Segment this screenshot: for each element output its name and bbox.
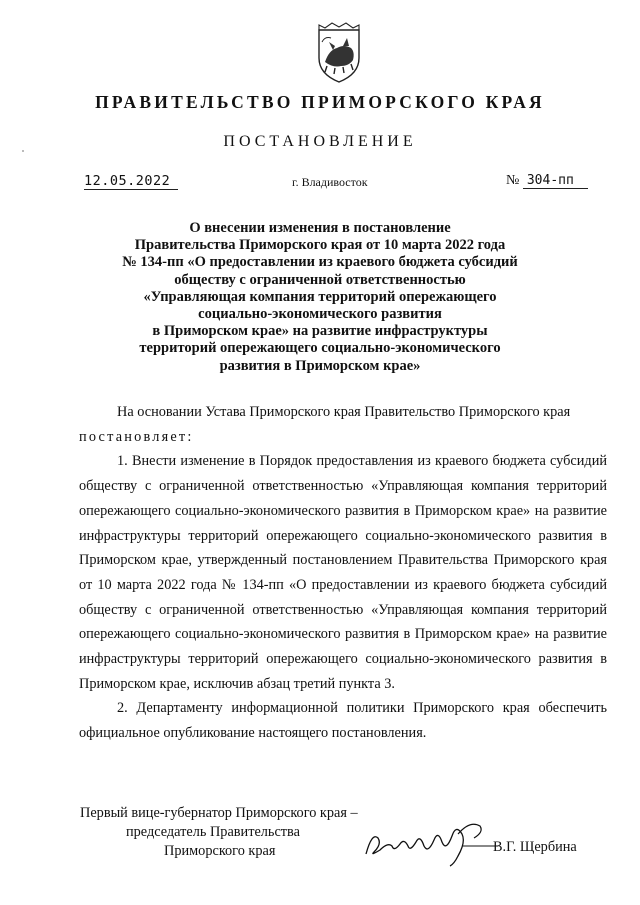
item-2-paragraph: 2. Департаменту информационной политики Приморского края обеспечить официальное опубликование настоящего постановления.	[79, 700, 607, 742]
intro-paragraph: На основании Устава Приморского края Правительство Приморского края	[117, 404, 571, 420]
subject-line: в Приморском крае» на развитие инфраструктуры	[152, 323, 488, 340]
subject-line: территорий опережающего социально-экономического	[139, 340, 501, 357]
number-value: 304-пп	[523, 173, 588, 189]
document-city: г. Владивосток	[292, 175, 368, 189]
document-type: ПОСТАНОВЛЕНИЕ	[223, 133, 417, 150]
signatory-position	[80, 804, 358, 861]
subject-line: обществу с ограниченной ответственностью	[174, 271, 466, 288]
document-number	[506, 173, 588, 189]
document-body	[79, 400, 607, 746]
position-line: председатель Правительства	[126, 824, 300, 840]
position-line: Приморского края	[164, 843, 276, 859]
subject-line: социально-экономического развития	[198, 306, 442, 323]
subject-line: развития в Приморском крае»	[219, 357, 421, 374]
government-title: ПРАВИТЕЛЬСТВО ПРИМОРСКОГО КРАЯ	[95, 92, 545, 112]
document-date: 12.05.2022	[84, 173, 178, 190]
position-line: Первый вице-губернатор Приморского края –	[80, 805, 358, 821]
scan-speck	[22, 150, 24, 152]
subject-line: Правительства Приморского края от 10 марта 2022 года	[134, 237, 506, 254]
item-1-paragraph: 1. Внести изменение в Порядок предоставления из краевого бюджета субсидий обществу с ограниченной ответственностью «Управляющая компания территорий опережающего социально-экономического развития в Приморском крае» на развитие инфраструктуры территорий опережающего социально-экономического развития в Приморском крае, утвержденный постановлением Правительства Приморского края от 10 марта 2022 года № 134-пп «О предоставлении из краевого бюджета субсидий обществу с ограниченной ответственностью «Управляющая компания территорий опережающего социально-экономического развития в Приморском крае» на развитие инфраструктуры территорий опережающего социально-экономического развития в Приморском крае, исключив абзац третий пункта 3.	[79, 453, 607, 692]
handwritten-signature	[358, 812, 498, 872]
number-prefix: №	[506, 173, 520, 188]
document-subject	[90, 220, 550, 375]
subject-line: № 134-пп «О предоставлении из краевого бюджета субсидий	[122, 254, 518, 271]
subject-line: «Управляющая компания территорий опережающего	[143, 288, 497, 305]
signatory-name: В.Г. Щербина	[493, 839, 577, 855]
resolves-word: постановляет:	[79, 428, 194, 445]
coat-of-arms-emblem	[313, 22, 365, 84]
subject-line: О внесении изменения в постановление	[189, 220, 451, 236]
